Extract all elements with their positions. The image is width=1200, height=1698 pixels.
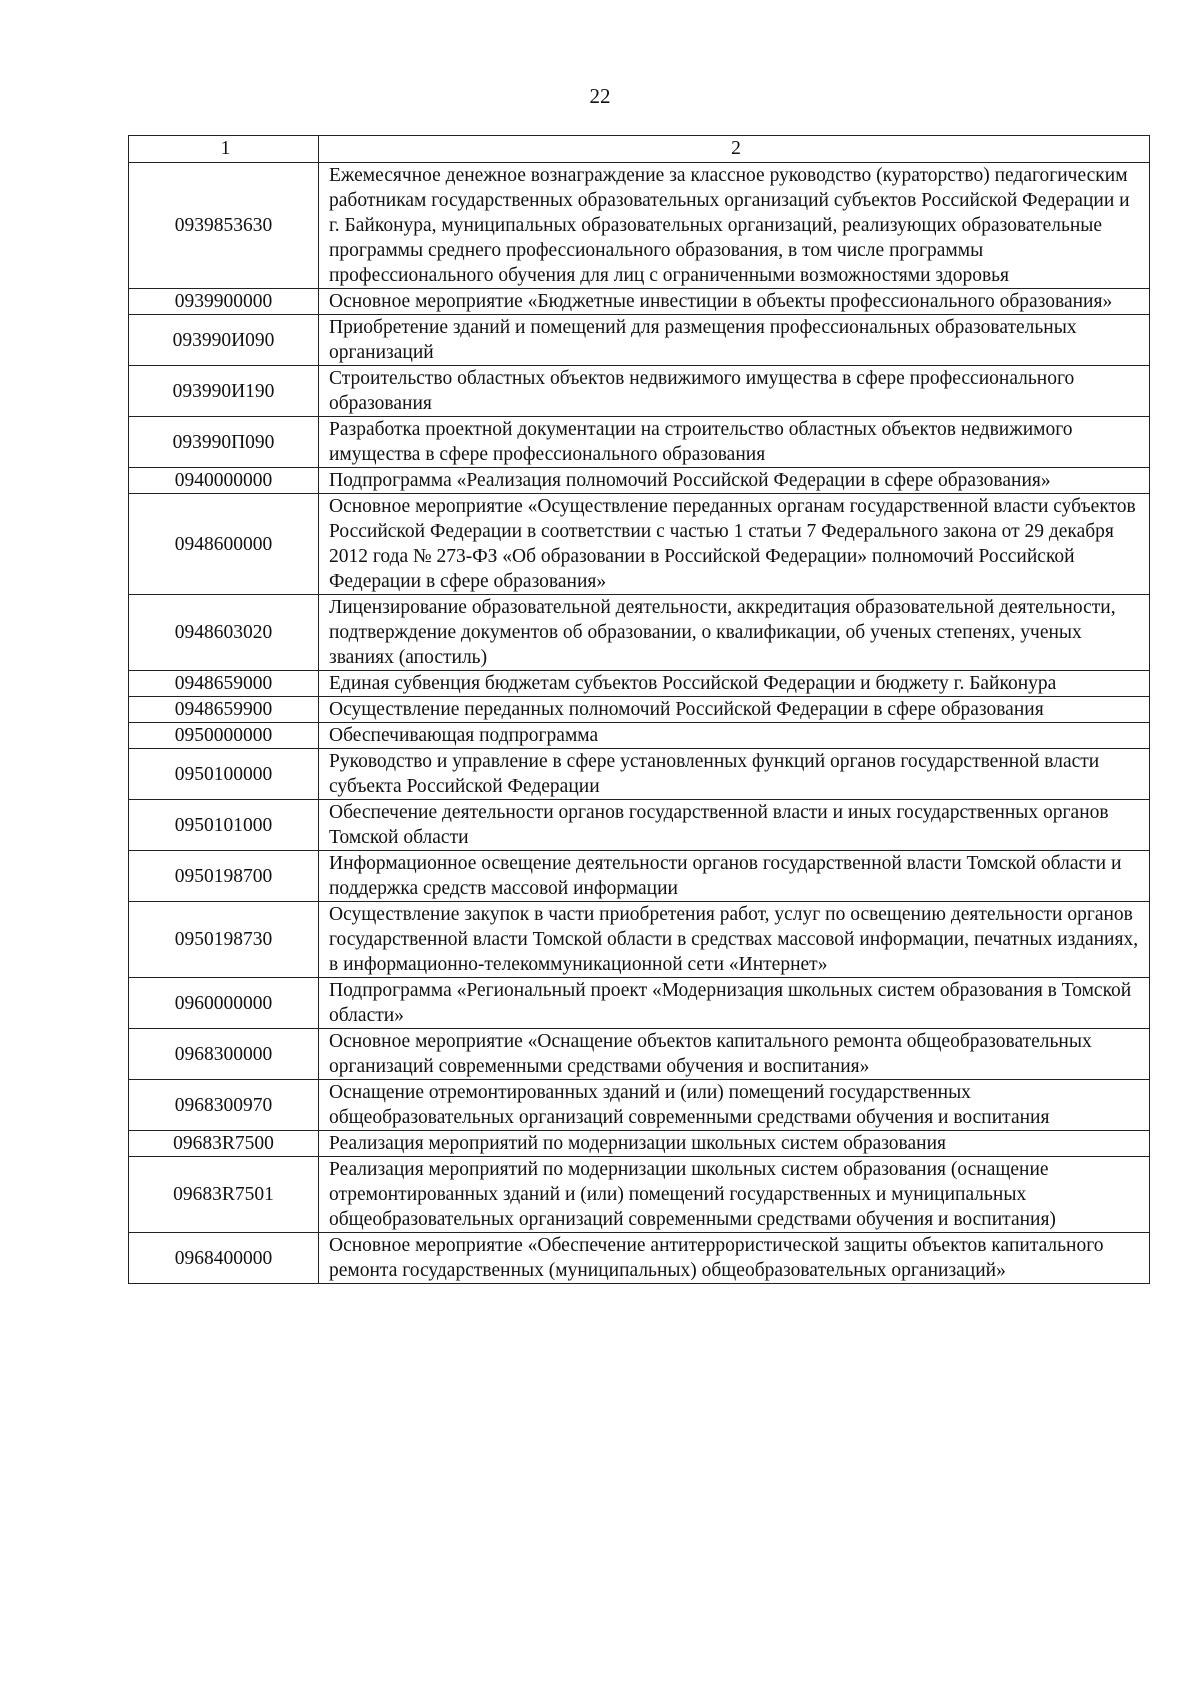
- table-row: [129, 315, 1150, 366]
- code-cell: 0948600000: [129, 494, 319, 595]
- description-cell: Руководство и управление в сфере установленных функций органов государственной власти субъекта Российской Федерации: [319, 749, 1150, 800]
- table-row: [129, 697, 1150, 723]
- header-cell-description: 2: [319, 136, 1150, 163]
- code-cell: 093990П090: [129, 417, 319, 468]
- table-row: [129, 1029, 1150, 1080]
- description-cell: Информационное освещение деятельности органов государственной власти Томской области и поддержка средств массовой информации: [319, 851, 1150, 902]
- table-header-row: [129, 136, 1150, 163]
- description-cell: Строительство областных объектов недвижимого имущества в сфере профессионального образования: [319, 366, 1150, 417]
- table-row: [129, 289, 1150, 315]
- table-row: [129, 366, 1150, 417]
- code-cell: 0960000000: [129, 978, 319, 1029]
- description-cell: Основное мероприятие «Обеспечение антитеррористической защиты объектов капитального ремонта государственных (муниципальных) общеобразовательных организаций»: [319, 1233, 1150, 1284]
- code-cell: 09683R7500: [129, 1131, 319, 1157]
- description-cell: Основное мероприятие «Оснащение объектов капитального ремонта общеобразовательных организаций современными средствами обучения и воспитания»: [319, 1029, 1150, 1080]
- description-cell: Ежемесячное денежное вознаграждение за классное руководство (кураторство) педагогическим работникам государственных образовательных организаций субъектов Российской Федерации и г. Байконура, муниципальных образовательных организаций, реализующих образовательные программы среднего профессионального образования, в том числе программы профессионального обучения для лиц с ограниченными возможностями здоровья: [319, 163, 1150, 289]
- table-row: [129, 1080, 1150, 1131]
- page-number: 22: [589, 84, 611, 108]
- budget-codes-table: [128, 135, 1150, 1284]
- code-cell: 0950198730: [129, 902, 319, 978]
- code-cell: 0939853630: [129, 163, 319, 289]
- table-row: [129, 417, 1150, 468]
- table-row: [129, 800, 1150, 851]
- code-cell: 0939900000: [129, 289, 319, 315]
- description-cell: Подпрограмма «Реализация полномочий Российской Федерации в сфере образования»: [319, 468, 1150, 494]
- table-row: [129, 851, 1150, 902]
- code-cell: 093990И190: [129, 366, 319, 417]
- description-cell: Подпрограмма «Региональный проект «Модернизация школьных систем образования в Томской области»: [319, 978, 1150, 1029]
- code-cell: 0950101000: [129, 800, 319, 851]
- description-cell: Осуществление переданных полномочий Российской Федерации в сфере образования: [319, 697, 1150, 723]
- table-row: [129, 595, 1150, 671]
- header-cell-code: 1: [129, 136, 319, 163]
- table-row: [129, 468, 1150, 494]
- code-cell: 0950000000: [129, 723, 319, 749]
- code-cell: 0940000000: [129, 468, 319, 494]
- table-row: [129, 494, 1150, 595]
- description-cell: Оснащение отремонтированных зданий и (или) помещений государственных общеобразовательных организаций современными средствами обучения и воспитания: [319, 1080, 1150, 1131]
- code-cell: 0968300970: [129, 1080, 319, 1131]
- description-cell: Реализация мероприятий по модернизации школьных систем образования (оснащение отремонтированных зданий и (или) помещений государственных и муниципальных общеобразовательных организаций современными средствами обучения и воспитания): [319, 1157, 1150, 1233]
- description-cell: Основное мероприятие «Осуществление переданных органам государственной власти субъектов Российской Федерации в соответствии с частью 1 статьи 7 Федерального закона от 29 декабря 2012 года № 273-ФЗ «Об образовании в Российской Федерации» полномочий Российской Федерации в сфере образования»: [319, 494, 1150, 595]
- description-cell: Основное мероприятие «Бюджетные инвестиции в объекты профессионального образования»: [319, 289, 1150, 315]
- code-cell: 0948659000: [129, 671, 319, 697]
- description-cell: Осуществление закупок в части приобретения работ, услуг по освещению деятельности органов государственной власти Томской области в средствах массовой информации, печатных изданиях, в информационно-телекоммуникационной сети «Интернет»: [319, 902, 1150, 978]
- code-cell: 0950100000: [129, 749, 319, 800]
- table-row: [129, 749, 1150, 800]
- code-cell: 093990И090: [129, 315, 319, 366]
- code-cell: 0968400000: [129, 1233, 319, 1284]
- description-cell: Обеспечивающая подпрограмма: [319, 723, 1150, 749]
- table-row: [129, 1157, 1150, 1233]
- code-cell: 0968300000: [129, 1029, 319, 1080]
- table-row: [129, 1233, 1150, 1284]
- description-cell: Лицензирование образовательной деятельности, аккредитация образовательной деятельности, подтверждение документов об образовании, о квалификации, об ученых степенях, ученых званиях (апостиль): [319, 595, 1150, 671]
- table-row: [129, 978, 1150, 1029]
- table-row: [129, 671, 1150, 697]
- description-cell: Единая субвенция бюджетам субъектов Российской Федерации и бюджету г. Байконура: [319, 671, 1150, 697]
- table-row: [129, 723, 1150, 749]
- description-cell: Обеспечение деятельности органов государственной власти и иных государственных органов Томской области: [319, 800, 1150, 851]
- code-cell: 0948603020: [129, 595, 319, 671]
- code-cell: 0950198700: [129, 851, 319, 902]
- code-cell: 09683R7501: [129, 1157, 319, 1233]
- table-row: [129, 163, 1150, 289]
- table-row: [129, 1131, 1150, 1157]
- description-cell: Приобретение зданий и помещений для размещения профессиональных образовательных организаций: [319, 315, 1150, 366]
- code-cell: 0948659900: [129, 697, 319, 723]
- table-row: [129, 902, 1150, 978]
- description-cell: Разработка проектной документации на строительство областных объектов недвижимого имущества в сфере профессионального образования: [319, 417, 1150, 468]
- description-cell: Реализация мероприятий по модернизации школьных систем образования: [319, 1131, 1150, 1157]
